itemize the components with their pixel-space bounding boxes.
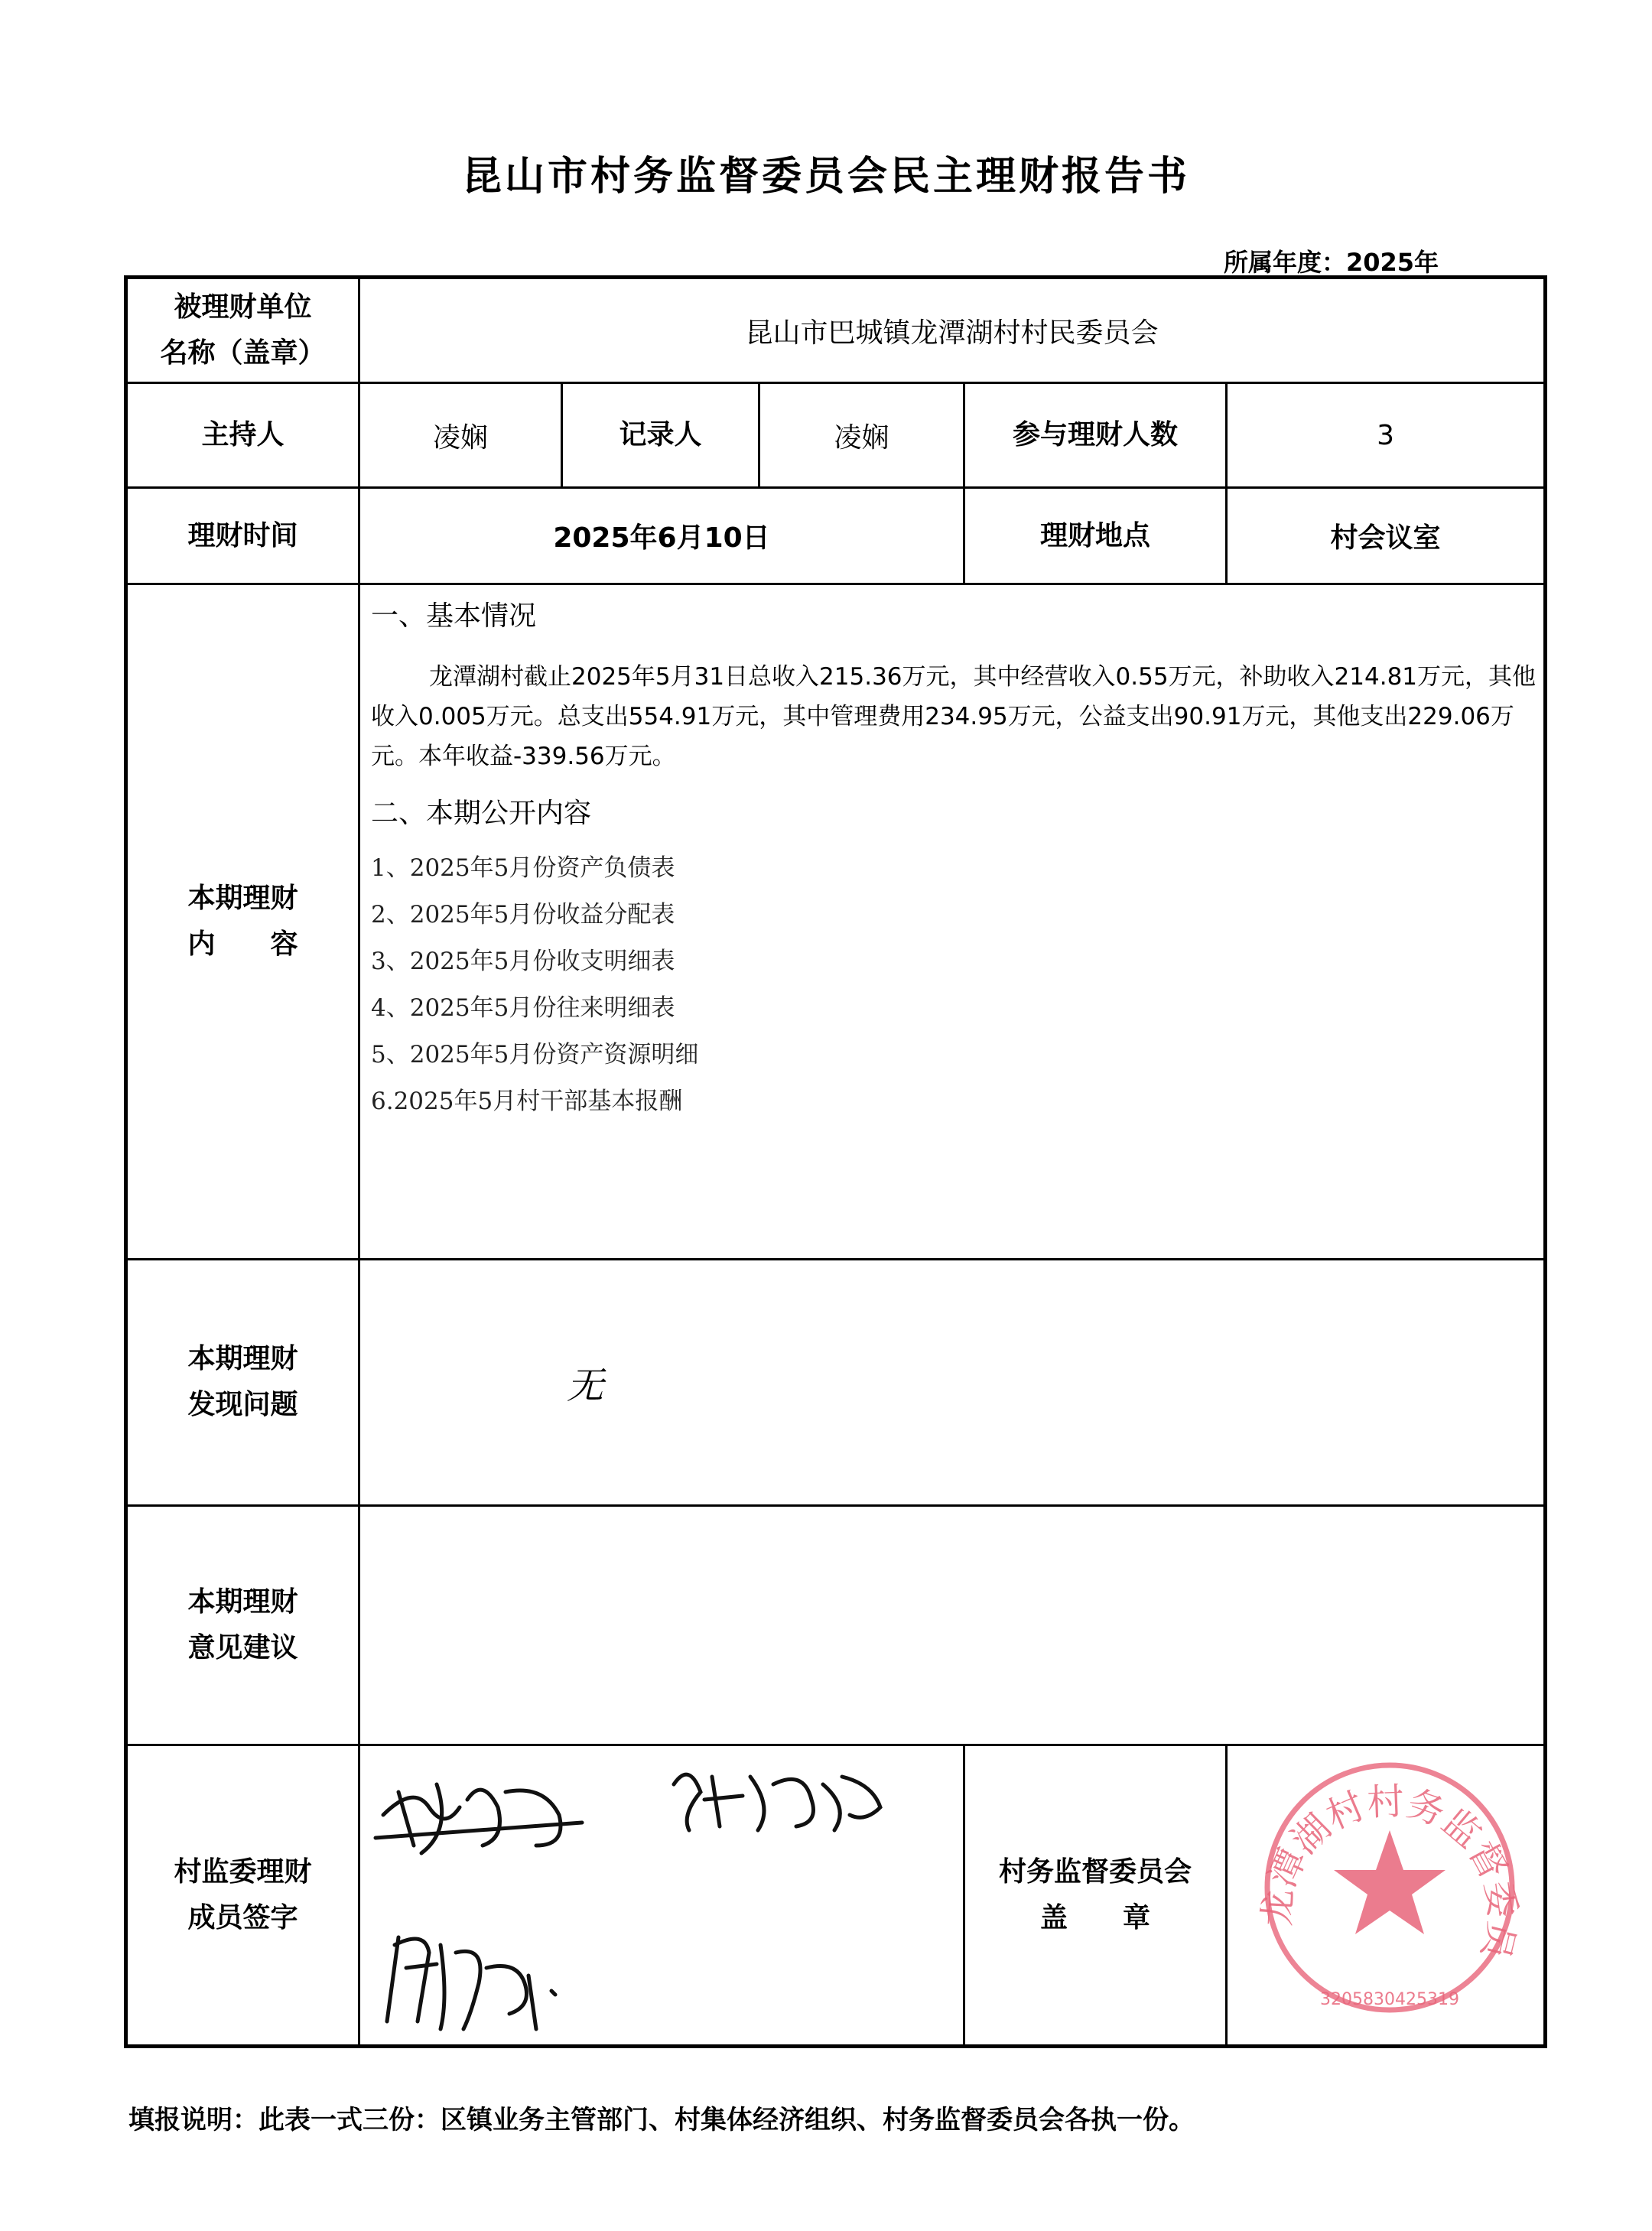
- member-signature-2: [659, 1754, 896, 1853]
- basic-situation-paragraph: 龙潭湖村截止2025年5月31日总收入215.36万元，其中经营收入0.55万元，补助收入214.81万元，其他收入0.005万元。总支出554.91万元，其中管理费用234.95万元，公益支出90.91万元，其他支出229.06万元。本年收益-339.56万元。: [371, 663, 1537, 771]
- section-heading-disclosure: 二、本期公开内容: [371, 798, 592, 830]
- problems-value-cell: [359, 1260, 1546, 1505]
- suggestions-label-line1: 本期理财: [187, 1585, 298, 1618]
- list-item: 5、2025年5月份资产资源明细: [371, 1041, 699, 1069]
- signatures-area: [359, 1745, 964, 2046]
- list-item: 2、2025年5月份收益分配表: [371, 901, 675, 929]
- seal-area: [1227, 1745, 1546, 2046]
- problems-label-cell: [126, 1260, 359, 1505]
- time-value: 2025年6月10日: [359, 487, 964, 584]
- content-label-line2: 内 容: [187, 928, 298, 961]
- seal-label-cell: [964, 1745, 1227, 2046]
- suggestions-label-cell: [126, 1505, 359, 1745]
- seal-label-line1: 村务监督委员会: [998, 1855, 1192, 1888]
- section-heading-basic: 一、基本情况: [371, 600, 537, 633]
- suggestions-value: [359, 1505, 1546, 1745]
- place-value: 村会议室: [1227, 487, 1546, 584]
- seal-label-line2: 盖 章: [1039, 1901, 1150, 1933]
- signatures-label-line2: 成员签字: [187, 1901, 298, 1933]
- recorder-value: 凌娴: [759, 383, 964, 487]
- page-title: 昆山市村务监督委员会民主理财报告书: [461, 154, 1190, 200]
- time-label: 理财时间: [126, 487, 359, 584]
- participants-label: 参与理财人数: [964, 383, 1227, 487]
- seal-stamp-text: 龙潭湖村村务监督委员: [1255, 1780, 1524, 1964]
- unit-value-cell: [359, 278, 1546, 383]
- disclosure-list: [371, 845, 1536, 1125]
- signatures-label-line1: 村监委理财: [174, 1855, 312, 1888]
- participants-value: 3: [1227, 383, 1546, 487]
- member-signature-1: [368, 1761, 597, 1876]
- member-signature-3: [372, 1922, 578, 2037]
- unit-label-line1: 被理财单位: [174, 291, 312, 324]
- content-body: [359, 584, 1546, 1260]
- row-suggestions: [126, 1505, 1546, 1745]
- seal-stamp-number: 3205830425319: [1319, 1990, 1459, 2010]
- list-item: 1、2025年5月份资产负债表: [371, 854, 675, 883]
- row-host: [126, 383, 1546, 487]
- problems-label-line1: 本期理财: [187, 1343, 298, 1375]
- host-label: 主持人: [126, 383, 359, 487]
- host-value: 凌娴: [359, 383, 562, 487]
- list-item: 6.2025年5月村干部基本报酬: [371, 1088, 683, 1116]
- content-label-cell: [126, 584, 359, 1260]
- filling-note: 填报说明：此表一式三份：区镇业务主管部门、村集体经济组织、村务监督委员会各执一份。: [128, 2105, 1195, 2135]
- year-label: 所属年度：2025年: [1224, 248, 1439, 277]
- list-item: 4、2025年5月份往来明细表: [371, 994, 675, 1023]
- row-time: [126, 487, 1546, 584]
- report-form: [124, 275, 1547, 2048]
- row-unit: [126, 278, 1546, 383]
- problems-label-line2: 发现问题: [187, 1389, 298, 1421]
- row-content: [126, 584, 1546, 1260]
- row-problems: [126, 1260, 1546, 1505]
- unit-label-line2: 名称（盖章）: [160, 337, 326, 369]
- problems-value: 无: [567, 1364, 604, 1407]
- row-signatures: [126, 1745, 1546, 2046]
- content-label-line1: 本期理财: [187, 883, 298, 915]
- signatures-label-cell: [126, 1745, 359, 2046]
- recorder-label: 记录人: [562, 383, 759, 487]
- unit-name: 昆山市巴城镇龙潭湖村村民委员会: [745, 317, 1159, 349]
- place-label: 理财地点: [964, 487, 1227, 584]
- suggestions-label-line2: 意见建议: [187, 1631, 298, 1663]
- list-item: 3、2025年5月份收支明细表: [371, 948, 675, 976]
- unit-label-cell: [126, 278, 359, 383]
- committee-seal-stamp: [1233, 1746, 1539, 2037]
